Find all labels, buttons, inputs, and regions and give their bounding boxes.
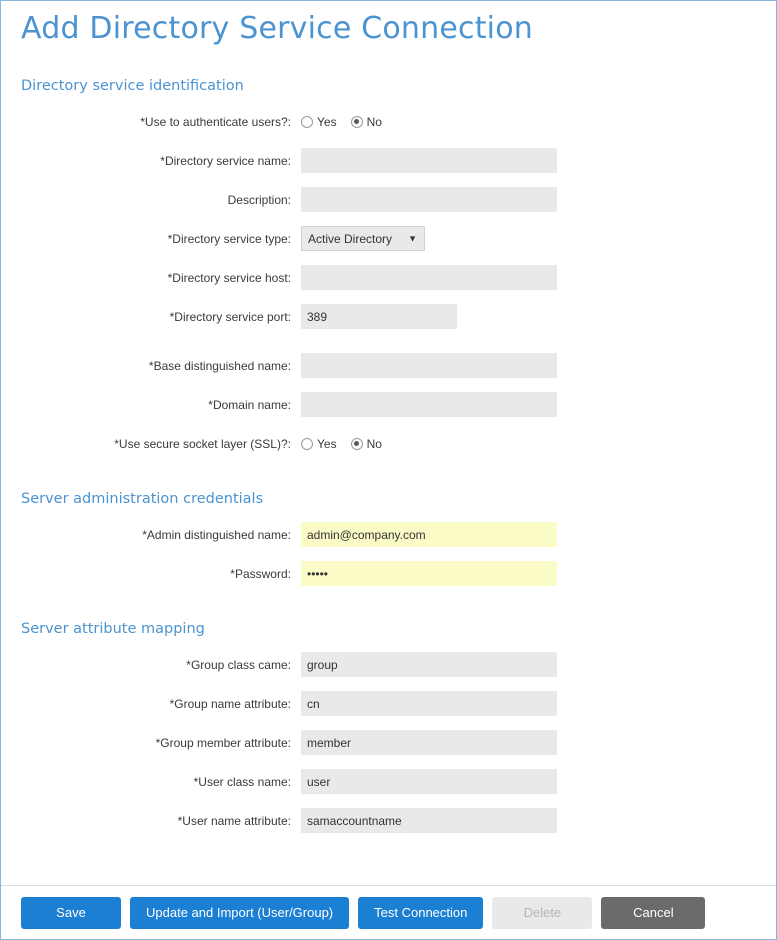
radio-option-yes[interactable] (301, 115, 337, 129)
row-admin-distinguished-name (21, 515, 756, 554)
row-label: *Use secure socket layer (SSL)?: (114, 436, 291, 451)
user-class-name-input[interactable] (301, 769, 557, 794)
row-description (21, 180, 756, 219)
radio-label-yes: Yes (317, 114, 337, 129)
row-label: *Directory service name: (160, 153, 291, 168)
row-label: *Directory service port: (169, 309, 291, 324)
row-directory-service-port (21, 297, 756, 336)
row-label: *User class name: (193, 774, 291, 789)
update-and-import-button[interactable]: Update and Import (User/Group) (130, 897, 349, 929)
row-directory-service-name (21, 141, 756, 180)
row-field (301, 265, 756, 290)
row-base-distinguished-name (21, 346, 756, 385)
group-name-attribute-input[interactable] (301, 691, 557, 716)
row-user-name-attribute (21, 801, 756, 840)
radio-icon-yes[interactable] (301, 116, 313, 128)
row-label: *User name attribute: (177, 813, 291, 828)
row-group-name-attribute (21, 684, 756, 723)
delete-button: Delete (492, 897, 592, 929)
radio-icon-ssl-yes[interactable] (301, 438, 313, 450)
directory-service-name-input[interactable] (301, 148, 557, 173)
row-field (301, 353, 756, 378)
row-domain-name (21, 385, 756, 424)
user-name-attribute-input[interactable] (301, 808, 557, 833)
group-member-attribute-input[interactable] (301, 730, 557, 755)
save-button[interactable]: Save (21, 897, 121, 929)
row-use-ssl (21, 424, 756, 463)
row-field (301, 226, 756, 251)
description-input[interactable] (301, 187, 557, 212)
radio-label-ssl-no: No (366, 436, 382, 451)
row-label: *Group name attribute: (169, 696, 291, 711)
section-heading: Server attribute mapping (21, 621, 205, 637)
row-directory-service-host (21, 258, 756, 297)
test-connection-button[interactable]: Test Connection (358, 897, 483, 929)
row-field (301, 808, 756, 833)
cancel-button[interactable]: Cancel (601, 897, 705, 929)
radio-option-ssl-yes[interactable] (301, 437, 337, 451)
row-field (301, 304, 756, 329)
chevron-down-icon[interactable]: ▼ (408, 233, 417, 243)
domain-name-input[interactable] (301, 392, 557, 417)
row-label: *Base distinguished name: (148, 358, 291, 373)
row-label: *Password: (230, 566, 291, 581)
row-password (21, 554, 756, 593)
row-user-class-name (21, 762, 756, 801)
directory-service-host-input[interactable] (301, 265, 557, 290)
section-heading: Directory service identification (21, 78, 244, 94)
directory-service-type-select[interactable] (301, 226, 425, 251)
row-field (301, 115, 756, 129)
row-field (301, 187, 756, 212)
directory-service-port-input[interactable] (301, 304, 457, 329)
row-field (301, 730, 756, 755)
row-field (301, 691, 756, 716)
row-label: *Directory service host: (167, 270, 291, 285)
row-label: *Admin distinguished name: (142, 527, 291, 542)
row-field (301, 392, 756, 417)
admin-distinguished-name-input[interactable] (301, 522, 557, 547)
row-group-member-attribute (21, 723, 756, 762)
row-field (301, 652, 756, 677)
password-input[interactable] (301, 561, 557, 586)
select-value: Active Directory (308, 231, 393, 246)
row-field (301, 561, 756, 586)
section-directory-service-identification (21, 78, 756, 463)
section-server-attribute-mapping (21, 621, 756, 840)
row-field (301, 522, 756, 547)
row-label: Description: (227, 192, 291, 207)
base-distinguished-name-input[interactable] (301, 353, 557, 378)
row-field (301, 148, 756, 173)
radio-label-no: No (366, 114, 382, 129)
radio-icon-no[interactable] (351, 116, 363, 128)
row-use-to-authenticate-users (21, 102, 756, 141)
radio-group-authenticate-users (301, 115, 396, 129)
form-area (1, 78, 776, 840)
row-label: *Directory service type: (167, 231, 291, 246)
group-class-came-input[interactable] (301, 652, 557, 677)
radio-label-ssl-yes: Yes (317, 436, 337, 451)
row-directory-service-type (21, 219, 756, 258)
radio-group-use-ssl (301, 437, 396, 451)
radio-icon-ssl-no[interactable] (351, 438, 363, 450)
spacer (21, 336, 756, 346)
section-heading: Server administration credentials (21, 491, 264, 507)
row-group-class-came (21, 645, 756, 684)
dialog-footer (1, 885, 776, 939)
row-label: *Use to authenticate users?: (140, 114, 291, 129)
row-field (301, 437, 756, 451)
radio-option-ssl-no[interactable] (351, 437, 382, 451)
row-label: *Domain name: (208, 397, 291, 412)
row-field (301, 769, 756, 794)
section-server-administration-credentials (21, 491, 756, 593)
radio-option-no[interactable] (351, 115, 382, 129)
row-label: *Group member attribute: (155, 735, 291, 750)
page-title: Add Directory Service Connection (21, 11, 533, 46)
row-label: *Group class came: (186, 657, 291, 672)
